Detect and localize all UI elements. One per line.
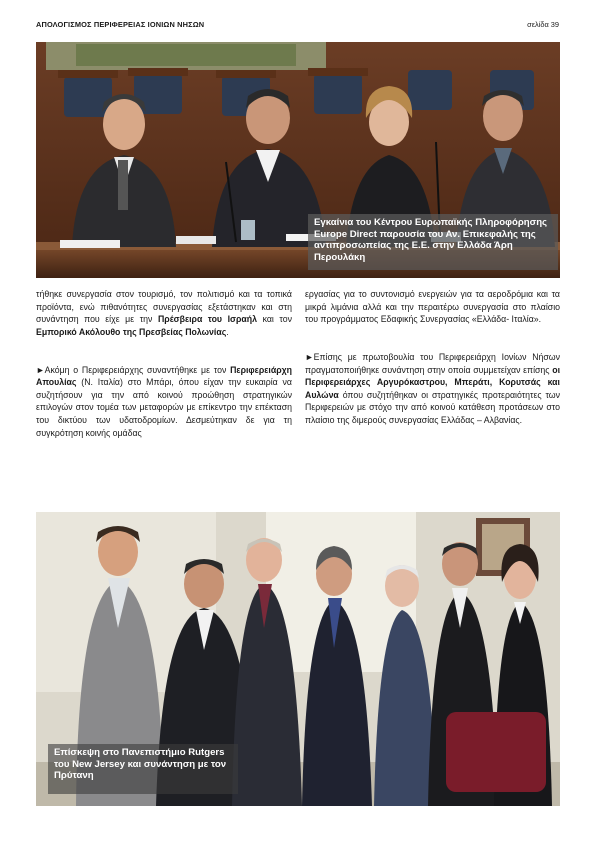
- paragraph: εργασίας για το συντονισμό ενεργειών για τα αεροδρόμια και τα μικρά λιμάνια αλλά και την περαιτέρω συνεργασία στο πλαίσιο του προγράμματος Εδαφικής Συνεργασίας «Ελλάδα- Ιταλία».: [305, 289, 560, 325]
- photo-europe-direct-inauguration: [36, 42, 560, 278]
- paragraph: ►Ακόμη ο Περιφερειάρχης συναντήθηκε με τον Περιφερειάρχη Απουλίας (Ν. Ιταλία) στο Μπάρι, όπου είχαν την ευκαιρία να συζητήσουν για την από κοινού προώθηση στρατηγικών επιλογών στον τομέα των μεταφορών με επίκεντρο την επέκταση του δικτύου των υδατοδρομίων. Δεσμεύτηκαν δε για τη συγκρότηση κοινής ομάδας: [36, 364, 292, 438]
- paragraph: ►Επίσης με πρωτοβουλία του Περιφερειάρχη Ιονίων Νήσων πραγματοποιήθηκε συνάντηση στην οποία συμμετείχαν επίσης οι Περιφερειάρχες Αργυρόκαστρου, Μπεράτι, Κορυτσάς και Αυλώνα όπου συζητήθηκαν οι στρατηγικές προτεραιότητες των Περιφερειών με στόχο την από κοινού κατάθεση προτάσεων στο πλαίσιο της διμερούς συνεργασίας Ελλάδας – Αλβανίας.: [305, 351, 560, 425]
- photo-caption: Επίσκεψη στο Πανεπιστήμιο Rutgers του New Jersey και συνάντηση με τον Πρύτανη: [48, 744, 238, 794]
- right-column: [305, 288, 560, 427]
- report-title: ΑΠΟΛΟΓΙΣΜΟΣ ΠΕΡΙΦΕΡΕΙΑΣ ΙΟΝΙΩΝ ΝΗΣΩΝ: [36, 20, 205, 29]
- paragraph: τήθηκε συνεργασία στον τουρισμό, τον πολιτισμό και τα τοπικά προϊόντα, ενώ πιθανότητες συνεργασίας εξετάστηκαν και στη συνάντηση που είχε με την Πρέσβειρα του Ισραήλ και τον Εμπορικό Ακόλουθο της Πρεσβείας Πολωνίας.: [36, 289, 292, 337]
- photo-rutgers-visit: [36, 512, 560, 806]
- photo-caption: Εγκαίνια του Κέντρου Ευρωπαϊκής Πληροφόρησης Europe Direct παρουσία του Αν. Επικεφαλής της αντιπροσωπείας της Ε.Ε. στην Ελλάδα Άρη Περουλάκη: [308, 214, 558, 270]
- page-header: [36, 20, 559, 34]
- left-column: [36, 288, 292, 439]
- page-number: σελίδα 39: [527, 20, 559, 29]
